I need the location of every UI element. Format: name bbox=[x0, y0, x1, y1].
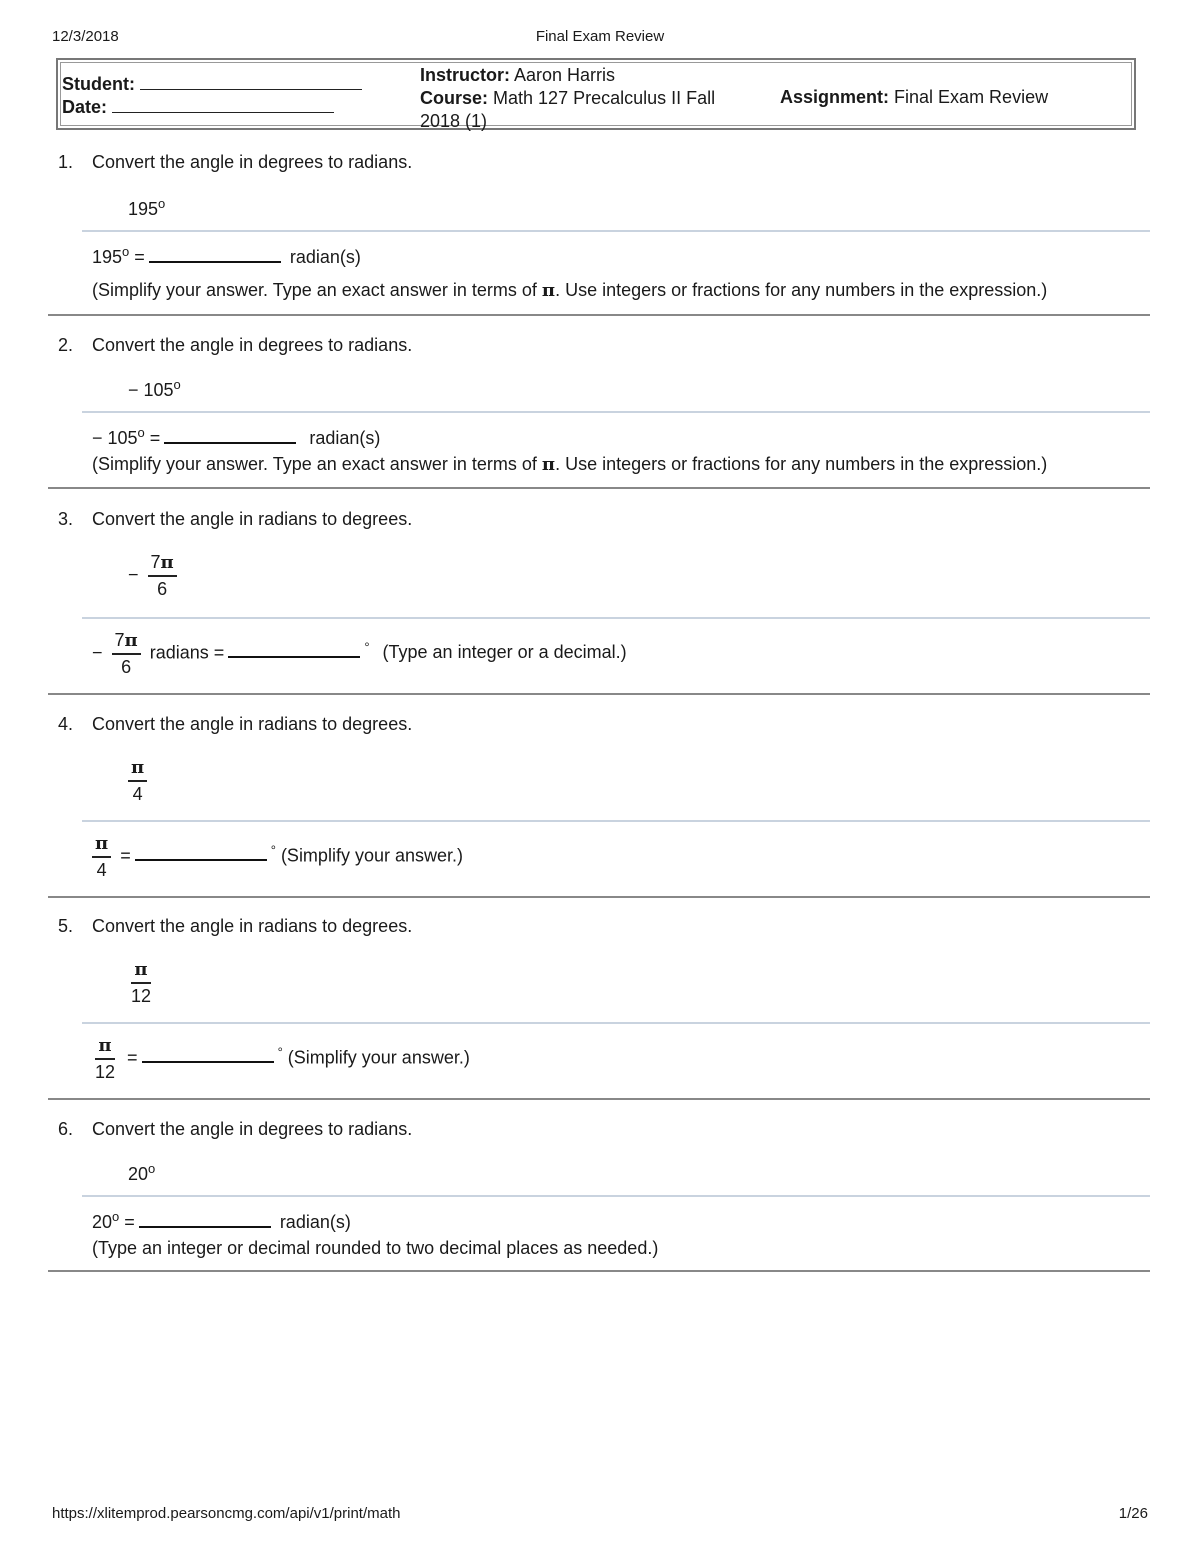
question-3 bbox=[48, 509, 1150, 697]
question-divider bbox=[48, 896, 1150, 898]
question-5 bbox=[48, 916, 1150, 1102]
answer-hint: (Type an integer or decimal rounded to two decimal places as needed.) bbox=[92, 1238, 659, 1258]
print-header bbox=[52, 28, 1148, 48]
question-divider bbox=[48, 693, 1150, 695]
question-prompt: Convert the angle in radians to degrees. bbox=[92, 714, 413, 734]
question-number: 3. bbox=[58, 509, 74, 529]
question-prompt: Convert the angle in degrees to radians. bbox=[92, 1119, 413, 1139]
negative-sign: − bbox=[128, 564, 139, 585]
question-prompt: Convert the angle in degrees to radians. bbox=[92, 152, 413, 172]
pi-symbol: π bbox=[541, 454, 556, 475]
given-angle: 195$^o$ bbox=[128, 196, 166, 219]
date-label: Date: bbox=[62, 97, 108, 117]
question-1 bbox=[48, 152, 1150, 316]
question-4 bbox=[48, 714, 1150, 900]
question-2 bbox=[48, 335, 1150, 491]
pi-symbol: π bbox=[131, 757, 145, 778]
given-angle bbox=[128, 756, 151, 805]
fraction: $\frac{7\pi}{6}$ bbox=[148, 551, 177, 600]
answer-hint: (Simplify your answer. Type an exact answer in terms of π. Use integers or fractions for any numbers in the expression.) bbox=[92, 280, 1048, 301]
print-url: https://xlitemprod.pearsoncmg.com/api/v1/print/math bbox=[52, 1505, 401, 1522]
answer-line: − $\frac{7\pi}{6}$ radians = ° (Type an integer or a decimal.) bbox=[92, 630, 627, 677]
answer-input[interactable] bbox=[139, 1210, 271, 1228]
pi-symbol: π bbox=[541, 280, 556, 301]
answer-line: 20$^o$ = radian(s) bbox=[92, 1209, 351, 1232]
instructor-label: Instructor: bbox=[420, 65, 510, 85]
print-footer bbox=[52, 1505, 1148, 1525]
question-number: 4. bbox=[58, 714, 74, 734]
fraction: $\frac{\pi}{4}$ bbox=[92, 832, 111, 881]
question-number: 6. bbox=[58, 1119, 74, 1139]
question-prompt: Convert the angle in radians to degrees. bbox=[92, 509, 413, 529]
degree-symbol: ° bbox=[277, 1044, 283, 1060]
question-divider bbox=[48, 314, 1150, 316]
separator bbox=[82, 820, 1150, 822]
fraction: $\frac{\pi}{12}$ bbox=[95, 1035, 116, 1082]
degree-symbol: ° bbox=[270, 842, 276, 858]
question-divider bbox=[48, 487, 1150, 489]
question-number: 1. bbox=[58, 152, 74, 172]
question-number: 5. bbox=[58, 916, 74, 936]
answer-hint: (Simplify your answer. Type an exact answer in terms of π. Use integers or fractions for any numbers in the expression.) bbox=[92, 454, 1048, 475]
fraction: $\frac{\pi}{12}$ bbox=[131, 959, 152, 1006]
degree-symbol: o bbox=[148, 1161, 156, 1176]
answer-input[interactable] bbox=[135, 843, 267, 861]
instructor-course-column bbox=[420, 64, 760, 133]
degree-symbol: o bbox=[158, 196, 166, 211]
separator bbox=[82, 1022, 1150, 1024]
answer-line: 195$^o$ = radian(s) bbox=[92, 244, 361, 267]
separator bbox=[82, 1195, 1150, 1197]
answer-input[interactable] bbox=[142, 1045, 274, 1063]
answer-input[interactable] bbox=[164, 426, 296, 444]
student-label: Student: bbox=[62, 74, 135, 94]
course-label: Course: bbox=[420, 88, 489, 108]
given-angle bbox=[128, 958, 158, 1007]
question-number: 2. bbox=[58, 335, 74, 355]
answer-line: − $105^o$ = radian(s) bbox=[92, 425, 381, 448]
answer-line: $\frac{\pi}{4}$ = ° (Simplify your answer.) bbox=[92, 832, 463, 881]
given-angle: 20$^o$ bbox=[128, 1161, 156, 1184]
separator bbox=[82, 411, 1150, 413]
answer-hint: (Simplify your answer.) bbox=[280, 845, 463, 866]
question-divider bbox=[48, 1098, 1150, 1100]
print-date: 12/3/2018 bbox=[52, 28, 119, 45]
fraction: $\frac{\pi}{4}$ bbox=[128, 756, 147, 805]
degree-symbol: ° bbox=[364, 639, 370, 655]
given-angle bbox=[128, 551, 181, 600]
separator bbox=[82, 617, 1150, 619]
answer-input[interactable] bbox=[149, 245, 281, 263]
assignment-value: Final Exam Review bbox=[894, 87, 1049, 107]
assignment-label: Assignment: bbox=[780, 87, 890, 107]
pi-symbol: π bbox=[160, 552, 174, 573]
answer-input[interactable] bbox=[228, 640, 360, 658]
question-6 bbox=[48, 1119, 1150, 1275]
question-divider bbox=[48, 1270, 1150, 1272]
student-date-column bbox=[62, 73, 362, 119]
instructor-value: Aaron Harris bbox=[514, 65, 616, 85]
answer-line: $\frac{\pi}{12}$ = ° (Simplify your answer.) bbox=[92, 1034, 470, 1083]
question-prompt: Convert the angle in degrees to radians. bbox=[92, 335, 413, 355]
unit-label: radian(s) bbox=[279, 1212, 351, 1232]
pi-symbol: π bbox=[134, 959, 148, 980]
question-prompt: Convert the angle in radians to degrees. bbox=[92, 916, 413, 936]
answer-hint: (Type an integer or a decimal.) bbox=[382, 642, 627, 663]
answer-hint: (Simplify your answer.) bbox=[287, 1047, 470, 1068]
unit-label: radian(s) bbox=[289, 247, 361, 267]
course-value: Math 127 Precalculus II Fall 2018 (1) bbox=[420, 88, 716, 131]
date-field[interactable] bbox=[112, 98, 334, 113]
given-angle: − $105^o$ bbox=[128, 377, 181, 400]
unit-label: radian(s) bbox=[309, 428, 381, 448]
degree-symbol: o bbox=[173, 377, 181, 392]
separator bbox=[82, 230, 1150, 232]
student-name-field[interactable] bbox=[140, 75, 362, 90]
assignment-info-box bbox=[56, 58, 1136, 130]
print-title: Final Exam Review bbox=[535, 28, 665, 45]
page-number: 1/26 bbox=[1118, 1505, 1148, 1522]
assignment-column bbox=[780, 86, 1048, 109]
fraction: $\frac{7\pi}{6}$ bbox=[112, 629, 141, 678]
